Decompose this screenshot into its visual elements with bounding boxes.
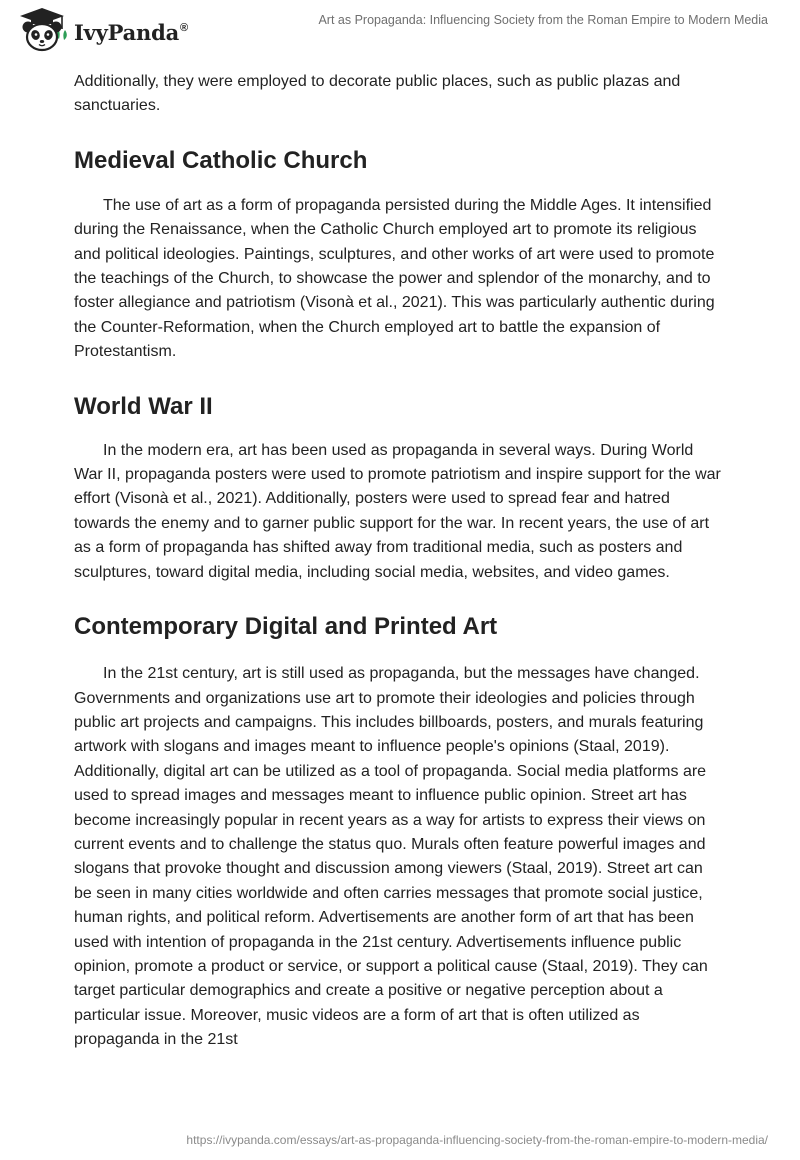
brand-logo[interactable] [14, 7, 188, 53]
section-heading-contemporary: Contemporary Digital and Printed Art [74, 613, 498, 641]
source-url[interactable]: https://ivypanda.com/essays/art-as-propaganda-influencing-society-from-the-roman-empire-to-modern-media/ [186, 1133, 768, 1147]
page-header [0, 0, 800, 60]
registered-mark: ® [180, 21, 188, 34]
section-heading-medieval: Medieval Catholic Church [74, 146, 368, 174]
document-title: Art as Propaganda: Influencing Society from the Roman Empire to Modern Media [318, 13, 768, 27]
section-heading-ww2: World War II [74, 392, 213, 420]
panda-graduate-icon [14, 7, 70, 53]
section-paragraph-contemporary: In the 21st century, art is still used as propaganda, but the messages have changed. Governments and organizations use art to promote their ideologies and policies through public art projects and campaigns. This includes billboards, posters, and murals featuring artwork with slogans and images meant to influence people's opinions (Staal, 2019). Additionally, digital art can be utilized as a tool of propaganda. Social media platforms are used to spread images and messages meant to influence public opinion. Street art has become increasingly popular in recent years as a way for artists to express their views on current events and to challenge the status quo. Murals often feature powerful images and slogans that provoke thought and discussion among viewers (Staal, 2019). Street art can be seen in many cities worldwide and often carries messages that promote social justice, human rights, and political reform. Advertisements are another form of art that has been used with intention of propaganda in the 21st century. Advertisements influence public opinion, promote a product or service, or support a political cause (Staal, 2019). They can target particular demographics and create a positive or negative perception about a particular issue. Moreover, music videos are a form of art that is often utilized as propaganda in the 21st [74, 665, 708, 1049]
section-paragraph-ww2: In the modern era, art has been used as propaganda in several ways. During World War II, propaganda posters were used to promote patriotism and inspire support for the war effort (Visonà et al., 2021). Additionally, posters were used to spread fear and hatred towards the enemy and to garner public support for the war. In recent years, the use of art as a form of propaganda has shifted away from traditional media, such as posters and sculptures, toward digital media, including social media, websites, and video games. [74, 441, 721, 581]
intro-paragraph: Additionally, they were employed to decorate public places, such as public plazas and sanctuaries. [74, 73, 681, 115]
section-paragraph-medieval: The use of art as a form of propaganda persisted during the Middle Ages. It intensified during the Renaissance, when the Catholic Church employed art to promote its religious and political ideologies. Paintings, sculptures, and other works of art were used to promote the teachings of the Church, to showcase the power and splendor of the monarchy, and to foster allegiance and patriotism (Visonà et al., 2021). This was particularly authentic during the Counter-Reformation, when the Church employed art to battle the expansion of Protestantism. [74, 196, 715, 361]
brand-name: IvyPanda® [74, 19, 188, 45]
essay-body [74, 70, 724, 1053]
